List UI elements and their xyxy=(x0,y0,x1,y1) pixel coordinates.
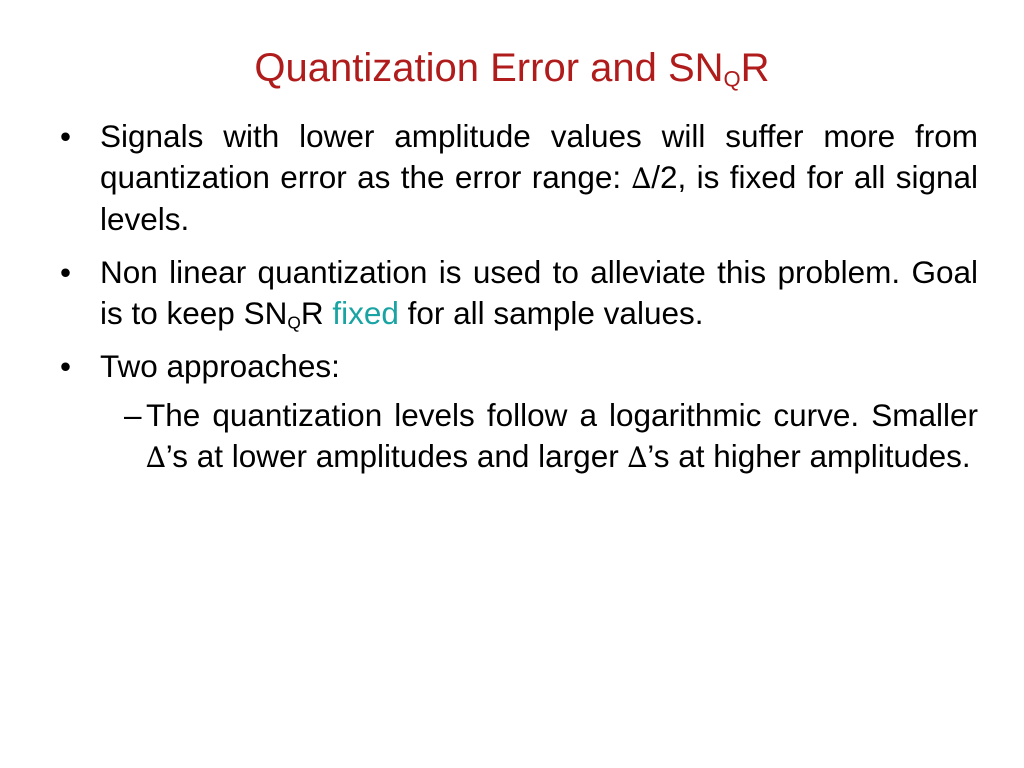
bullet-text: Signals with lower amplitude values will suffer more from quantization error as the error range: xyxy=(100,118,978,195)
bullet-text: Two approaches: xyxy=(100,348,340,384)
delta-symbol: ∆ xyxy=(631,162,652,195)
highlight-word: fixed xyxy=(332,295,399,331)
slide-title-main: Quantization Error and SN xyxy=(254,46,724,90)
slide-body xyxy=(54,116,978,478)
sub-bullet-marker: – xyxy=(124,397,142,433)
slide-title xyxy=(0,42,1024,94)
sub-bullet-text: The quantization levels follow a logarithmic curve. Smaller xyxy=(146,397,978,433)
bullet-marker: • xyxy=(60,348,72,384)
sub-bullet-logarithmic-curve xyxy=(54,395,978,478)
subscript-q: Q xyxy=(287,312,301,333)
slide-title-tail: R xyxy=(740,46,770,90)
bullet-marker: • xyxy=(60,118,72,154)
slide-title-subscript: Q xyxy=(723,66,741,92)
bullet-text: for all sample values. xyxy=(398,295,704,331)
sub-bullet-text: ’s at lower amplitudes and larger xyxy=(165,438,628,474)
delta-symbol: ∆ xyxy=(146,441,166,474)
delta-symbol: ∆ xyxy=(627,441,648,474)
sub-bullet-text: ’s at higher amplitudes. xyxy=(647,438,971,474)
bullet-text: R xyxy=(300,295,333,331)
bullet-text: Non linear quantization is used to alleviate this problem. Goal is to keep SN xyxy=(100,254,978,331)
bullet-text: /2, is fixed for all signal levels. xyxy=(100,159,979,237)
bullet-signals-lower-amplitude xyxy=(54,116,978,240)
bullet-two-approaches xyxy=(54,346,978,387)
bullet-non-linear-quantization xyxy=(54,252,978,334)
bullet-marker: • xyxy=(60,254,72,290)
